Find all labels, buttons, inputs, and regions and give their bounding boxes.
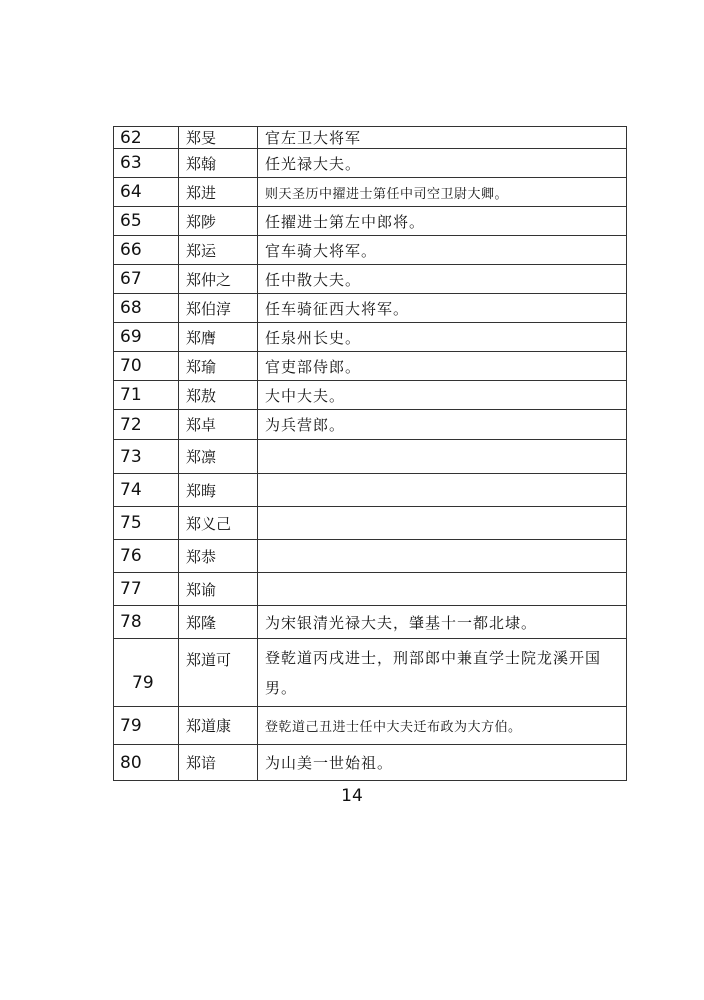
row-number: 79 [114, 639, 179, 707]
table-row [114, 323, 627, 352]
row-number: 80 [114, 745, 179, 781]
table-row [114, 606, 627, 639]
person-name: 郑膺 [179, 323, 258, 352]
table-row [114, 474, 627, 507]
row-number: 77 [114, 573, 179, 606]
person-description: 官车骑大将军。 [258, 236, 627, 265]
table-row [114, 294, 627, 323]
person-name: 郑敖 [179, 381, 258, 410]
person-description: 为山美一世始祖。 [258, 745, 627, 781]
person-description: 任光禄大夫。 [258, 149, 627, 178]
person-name: 郑旻 [179, 127, 258, 149]
row-number: 63 [114, 149, 179, 178]
table-row [114, 573, 627, 606]
person-description: 登乾道丙戌进士，刑部郎中兼直学士院龙溪开国男。 [258, 639, 627, 707]
row-number: 70 [114, 352, 179, 381]
person-description: 官左卫大将军 [258, 127, 627, 149]
page-number: 14 [341, 786, 363, 806]
person-description: 大中大夫。 [258, 381, 627, 410]
table-row [114, 707, 627, 745]
table-row [114, 178, 627, 207]
row-number: 71 [114, 381, 179, 410]
person-name: 郑翰 [179, 149, 258, 178]
table-row [114, 540, 627, 573]
person-description: 任车骑征西大将军。 [258, 294, 627, 323]
row-number: 76 [114, 540, 179, 573]
table-row [114, 745, 627, 781]
genealogy-table [113, 126, 627, 781]
person-description: 登乾道己丑进士任中大夫迁布政为大方伯。 [258, 707, 627, 745]
row-number: 69 [114, 323, 179, 352]
person-name: 郑凛 [179, 440, 258, 474]
person-name: 郑仲之 [179, 265, 258, 294]
row-number: 68 [114, 294, 179, 323]
row-number: 67 [114, 265, 179, 294]
person-description [258, 440, 627, 474]
table-row [114, 236, 627, 265]
table-row [114, 507, 627, 540]
person-description [258, 507, 627, 540]
row-number: 72 [114, 410, 179, 440]
person-name: 郑运 [179, 236, 258, 265]
person-name: 郑伯淳 [179, 294, 258, 323]
person-name: 郑道可 [179, 639, 258, 707]
row-number: 73 [114, 440, 179, 474]
table-row [114, 352, 627, 381]
person-description: 则天圣历中擢进士第任中司空卫尉大卿。 [258, 178, 627, 207]
row-number: 65 [114, 207, 179, 236]
table-row [114, 207, 627, 236]
table-row [114, 127, 627, 149]
table-row [114, 265, 627, 294]
row-number: 62 [114, 127, 179, 149]
table-row [114, 149, 627, 178]
person-name: 郑进 [179, 178, 258, 207]
person-description: 任中散大夫。 [258, 265, 627, 294]
person-description: 任泉州长史。 [258, 323, 627, 352]
person-description: 为兵营郎。 [258, 410, 627, 440]
person-name: 郑恭 [179, 540, 258, 573]
row-number: 79 [114, 707, 179, 745]
person-name: 郑谙 [179, 745, 258, 781]
row-number: 75 [114, 507, 179, 540]
row-number: 66 [114, 236, 179, 265]
person-name: 郑道康 [179, 707, 258, 745]
person-description [258, 474, 627, 507]
person-name: 郑瑜 [179, 352, 258, 381]
person-name: 郑陟 [179, 207, 258, 236]
person-name: 郑义己 [179, 507, 258, 540]
person-name: 郑晦 [179, 474, 258, 507]
person-description: 为宋银清光禄大夫，肇基十一都北埭。 [258, 606, 627, 639]
person-description [258, 540, 627, 573]
person-description: 任擢进士第左中郎将。 [258, 207, 627, 236]
table-row [114, 639, 627, 707]
table-row [114, 440, 627, 474]
row-number: 78 [114, 606, 179, 639]
table-row [114, 410, 627, 440]
row-number: 64 [114, 178, 179, 207]
table-row [114, 381, 627, 410]
person-name: 郑卓 [179, 410, 258, 440]
person-name: 郑谕 [179, 573, 258, 606]
person-description [258, 573, 627, 606]
person-name: 郑隆 [179, 606, 258, 639]
row-number: 74 [114, 474, 179, 507]
person-description: 官吏部侍郎。 [258, 352, 627, 381]
